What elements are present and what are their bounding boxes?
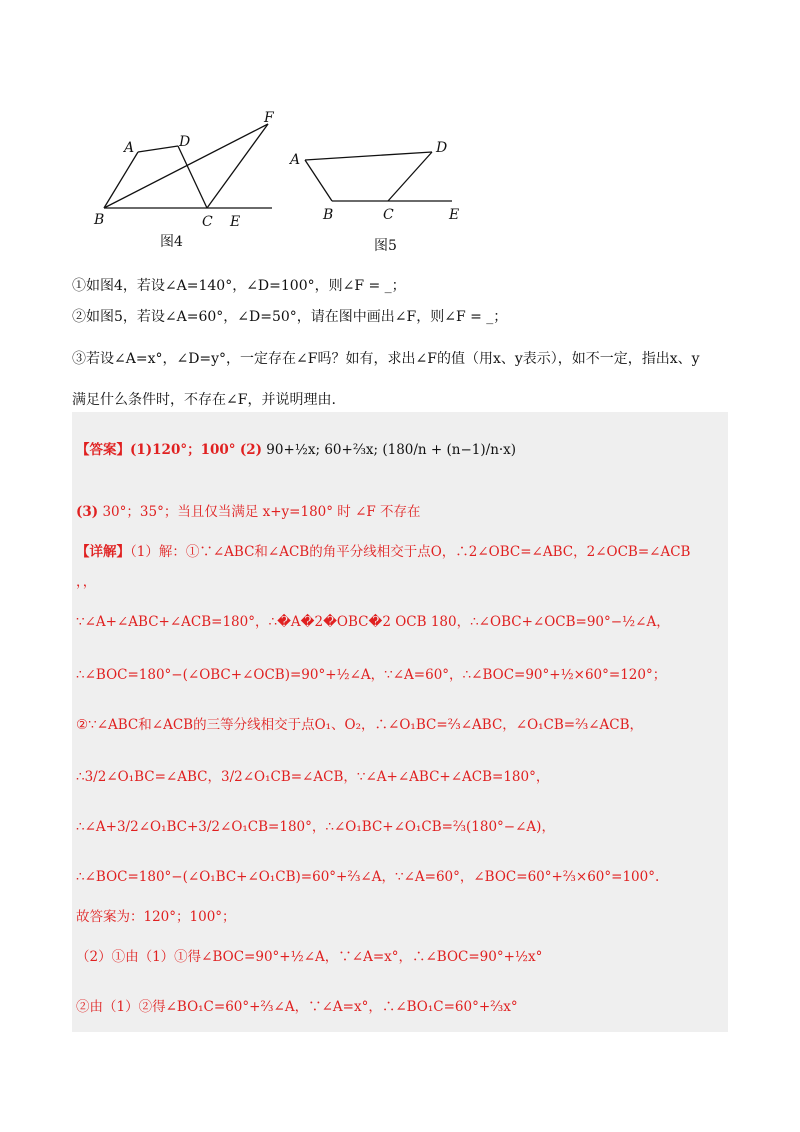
fig5-label-a: A: [290, 152, 301, 168]
answer-part-3-label: (3): [76, 504, 99, 520]
fig5-label-e: E: [449, 207, 460, 223]
detail-line-4: ②∵∠ABC和∠ACB的三等分线相交于点O₁、O₂，∴∠O₁BC=⅔∠ABC，∠O₁CB=⅔∠ACB，: [76, 717, 644, 733]
detail-line-2: ∵∠A+∠ABC+∠ACB=180°，∴�A�2�OBC�2 OCB 180，∴∠OBC+∠OCB=90°−½∠A，: [76, 614, 670, 630]
answer-part-3: 30°；35°；当且仅当满足 x+y=180° 时 ∠F 不存在: [102, 504, 421, 520]
detail-line-3: ∴∠BOC=180°−(∠OBC+∠OCB)=90°+½∠A，∵∠A=60°，∴∠BOC=90°+½×60°=120°；: [76, 667, 667, 683]
fig4-label-d: D: [179, 134, 191, 150]
question-3-line-2: 满足什么条件时，不存在∠F，并说明理由.: [72, 392, 336, 408]
detail-line-5: ∴3/2∠O₁BC=∠ABC，3/2∠O₁CB=∠ACB，∵∠A+∠ABC+∠ACB=180°，: [76, 769, 550, 785]
fig4-label-a: A: [124, 140, 135, 156]
detail-line-7: ∴∠BOC=180°−(∠O₁BC+∠O₁CB)=60°+⅔∠A，∵∠A=60°，∠BOC=60°+⅔×60°=100°.: [76, 869, 660, 885]
answer-block: [72, 412, 728, 1032]
answer-line-1: [76, 440, 516, 460]
geometry-figures: [0, 0, 800, 265]
detail-line-10: ②由（1）②得∠BO₁C=60°+⅔∠A，∵∠A=x°，∴∠BO₁C=60°+⅔x°: [76, 999, 518, 1015]
detail-line-1-text: （1）解：①∵∠ABC和∠ACB的角平分线相交于点O，∴2∠OBC=∠ABC，2∠OCB=∠ACB: [130, 544, 691, 560]
figure-5: [305, 152, 452, 201]
detail-line-1: [76, 542, 690, 562]
detail-line-8: 故答案为：120°；100°；: [76, 909, 236, 925]
answer-part-2-expr: 90+½x; 60+⅔x; (180/n + (n−1)/n·x): [266, 442, 517, 458]
question-2: ②如图5，若设∠A=60°，∠D=50°，请在图中画出∠F，则∠F = _；: [72, 309, 508, 325]
question-3-line-1: ③若设∠A=x°，∠D=y°，一定存在∠F吗？如有，求出∠F的值（用x、y表示），如不一定，指出x、y: [72, 351, 700, 367]
fig4-label-e: E: [230, 214, 241, 230]
answer-part-1: (1)120°；100°: [130, 442, 236, 458]
fig5-caption: 图5: [374, 238, 397, 254]
detail-line-9: （2）①由（1）①得∠BOC=90°+½∠A，∵∠A=x°，∴∠BOC=90°+½x°: [76, 949, 543, 965]
fig5-label-b: B: [323, 207, 334, 223]
detail-label: 【详解】: [76, 544, 130, 560]
fig4-label-b: B: [94, 212, 105, 228]
detail-line-1b: ，，: [76, 574, 97, 590]
answer-part-2-label: (2): [239, 442, 262, 458]
answer-label: 【答案】: [76, 442, 130, 458]
fig4-label-c: C: [202, 214, 213, 230]
detail-line-6: ∴∠A+3/2∠O₁BC+3/2∠O₁CB=180°，∴∠O₁BC+∠O₁CB=⅔(180°−∠A)，: [76, 819, 555, 835]
fig4-caption: 图4: [160, 234, 183, 250]
question-1: ①如图4，若设∠A=140°，∠D=100°，则∠F = _；: [72, 278, 406, 294]
fig5-label-c: C: [383, 207, 394, 223]
answer-line-2: [76, 502, 421, 522]
fig5-label-d: D: [436, 140, 448, 156]
fig4-label-f: F: [264, 110, 274, 126]
